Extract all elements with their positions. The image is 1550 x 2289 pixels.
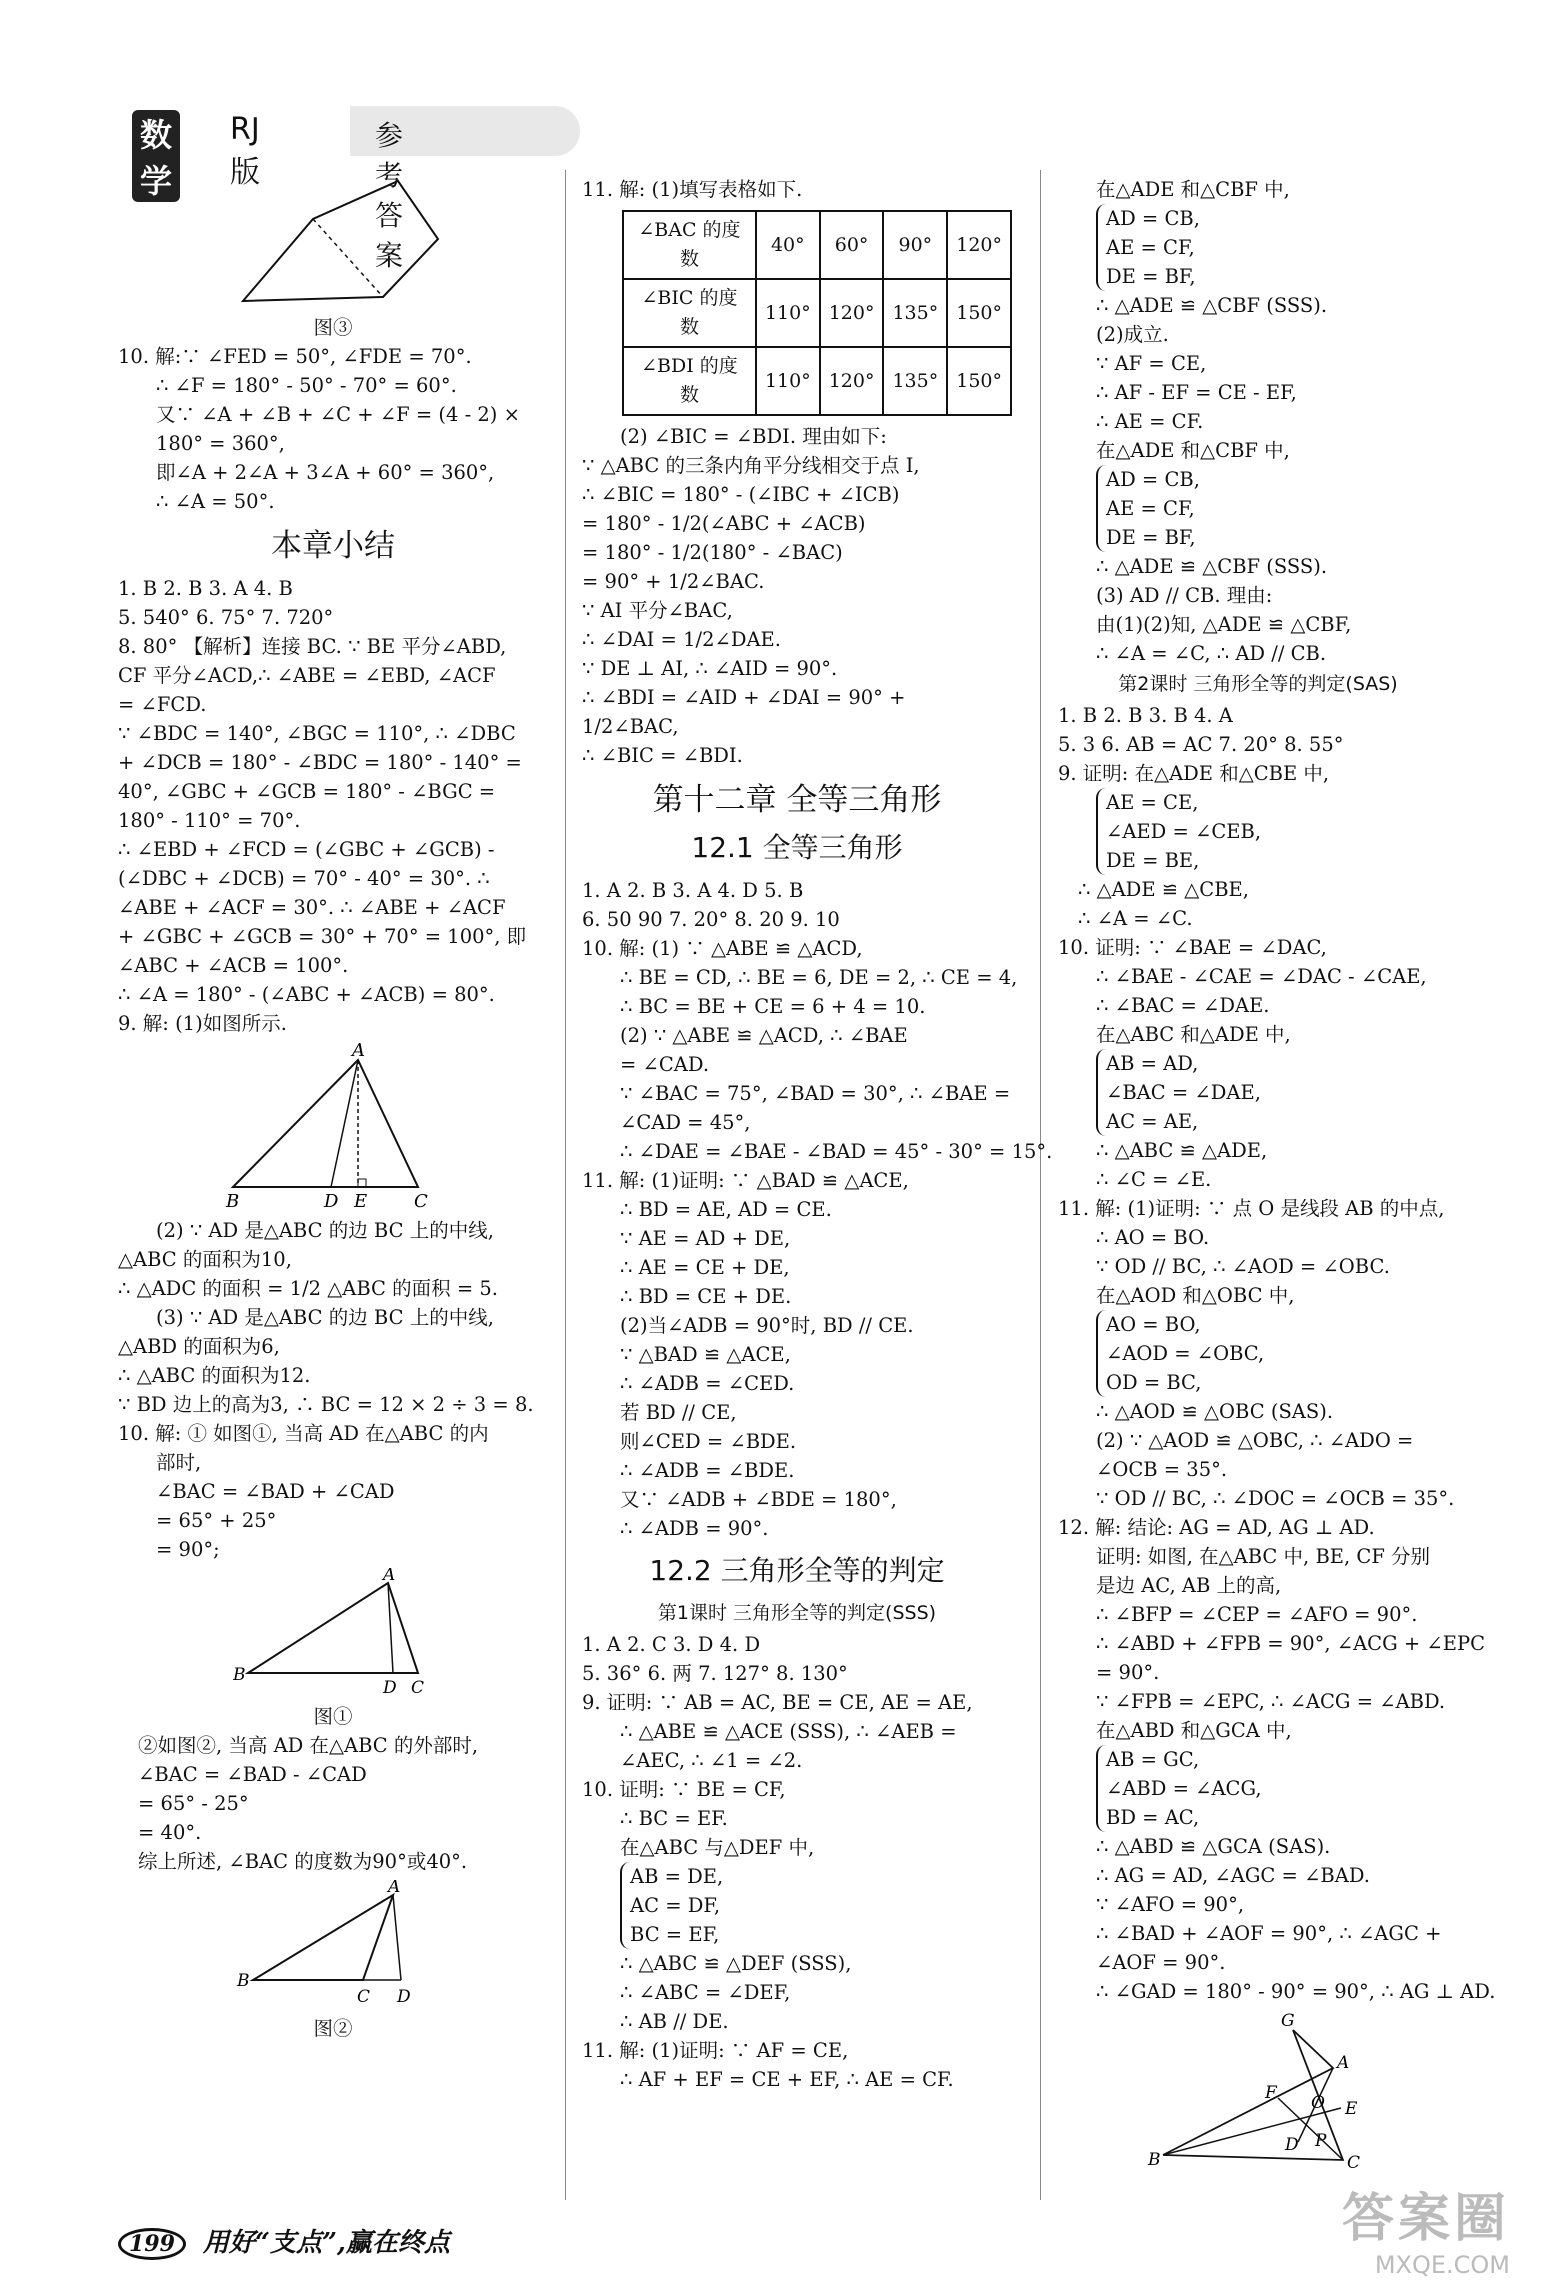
column-2 xyxy=(582,175,1053,2094)
text-line: 10. 解: ① 如图①, 当高 AD 在△ABC 的内 xyxy=(118,1422,489,1445)
chapter-title: 第十二章 全等三角形 xyxy=(652,782,942,818)
text-line: ∠ABE + ∠ACF = 30°. ∴ ∠ABE + ∠ACF xyxy=(118,896,506,919)
text-line: 10. 解: (1) ∵ △ABE ≌ △ACD, xyxy=(582,937,863,960)
edition-label: RJ版 xyxy=(230,112,260,190)
text-line: △ABC 的面积为10, xyxy=(118,1248,292,1271)
text-line: ∴ △ADE ≌ △CBF (SSS). xyxy=(1096,555,1328,578)
watermark-url: MXQE.COM xyxy=(1374,2251,1510,2279)
equation-system xyxy=(1096,788,1458,875)
figure-12 xyxy=(1143,2010,1373,2170)
text-line: ∴ ∠DAE = ∠BAE - ∠BAD = 45° - 30° = 15°. xyxy=(620,1140,1053,1163)
text-line: ∵ AI 平分∠BAC, xyxy=(582,599,733,622)
text-line: 证明: 如图, 在△ABC 中, BE, CF 分别 xyxy=(1096,1545,1431,1568)
text-line: 5. 540° 6. 75° 7. 720° xyxy=(118,606,334,629)
text-line: ∠AEC, ∴ ∠1 = ∠2. xyxy=(620,1749,803,1772)
lesson-title: 第1课时 三角形全等的判定(SSS) xyxy=(657,1602,937,1624)
equation-system xyxy=(1096,1745,1458,1832)
text-line: ∴ AE = CF. xyxy=(1096,410,1204,433)
text-line: 11. 解: (1)填写表格如下. xyxy=(582,178,803,201)
text-line: ∴ AB // DE. xyxy=(620,2010,729,2033)
text-line: (3) AD // CB. 理由: xyxy=(1096,584,1273,607)
text-line: ∵ ∠BAC = 75°, ∠BAD = 30°, ∴ ∠BAE = xyxy=(620,1082,1011,1105)
page-number: 199 xyxy=(118,2228,186,2260)
text-line: AC = AE, xyxy=(1106,1110,1199,1133)
text-line: 在△AOD 和△OBC 中, xyxy=(1096,1284,1295,1307)
text-line: AE = CE, xyxy=(1106,791,1199,814)
text-line: ∴ △ABD ≌ △GCA (SAS). xyxy=(1096,1835,1331,1858)
table-row xyxy=(623,279,1011,347)
text-line: 9. 证明: ∵ AB = AC, BE = CE, AE = AE, xyxy=(582,1691,973,1714)
text-line: ∴ ∠DAI = 1/2∠DAE. xyxy=(582,628,781,651)
text-line: 由(1)(2)知, △ADE ≌ △CBF, xyxy=(1096,613,1352,636)
vertex-label: C xyxy=(1347,2153,1361,2170)
text-line: ∴ BE = CD, ∴ BE = 6, DE = 2, ∴ CE = 4, xyxy=(620,966,1018,989)
text-line: 1. A 2. C 3. D 4. D xyxy=(582,1633,761,1656)
text-line: ∠BAC = ∠DAE, xyxy=(1106,1081,1261,1104)
text-line: ∵ DE ⊥ AI, ∴ ∠AID = 90°. xyxy=(582,657,838,680)
vertex-label: B xyxy=(226,1191,240,1212)
table-row xyxy=(623,347,1011,415)
svg-text:A: A xyxy=(388,1880,401,1897)
equation-system xyxy=(1096,204,1458,291)
equation-system xyxy=(1096,1049,1458,1136)
text-line: ∵ OD // BC, ∴ ∠AOD = ∠OBC. xyxy=(1096,1255,1390,1278)
svg-text:B: B xyxy=(233,1665,246,1685)
text-line: ∴ BC = BE + CE = 6 + 4 = 10. xyxy=(620,995,926,1018)
section-title: 本章小结 xyxy=(271,528,395,564)
text-line: 180° - 110° = 70°. xyxy=(118,809,301,832)
text-line: 部时, xyxy=(156,1451,202,1474)
text-line: ∴ ∠A = 50°. xyxy=(156,490,275,513)
vertex-label: D xyxy=(1285,2135,1299,2155)
text-line: ∠OCB = 35°. xyxy=(1096,1458,1228,1481)
section-title: 12.1 全等三角形 xyxy=(691,831,903,864)
text-line: ∴ AG = AD, ∠AGC = ∠BAD. xyxy=(1096,1864,1370,1887)
svg-text:A: A xyxy=(383,1568,396,1585)
text-line: ∴ ∠BAD + ∠AOF = 90°, ∴ ∠AGC + xyxy=(1096,1922,1442,1945)
table-cell: 120° xyxy=(947,211,1011,279)
text-line: 综上所述, ∠BAC 的度数为90°或40°. xyxy=(138,1850,468,1873)
vertex-label: A xyxy=(352,1042,365,1061)
text-line: = 90° + 1/2∠BAC. xyxy=(582,570,765,593)
text-line: 9. 解: (1)如图所示. xyxy=(118,1012,287,1035)
text-line: 180° = 360°, xyxy=(156,432,285,455)
text-line: = 65° - 25° xyxy=(138,1792,249,1815)
table-cell: 90° xyxy=(883,211,947,279)
text-line: = 90°; xyxy=(156,1538,220,1561)
vertex-label: O xyxy=(1311,2093,1325,2113)
text-line: 8. 80° 【解析】连接 BC. ∵ BE 平分∠ABD, xyxy=(118,635,507,658)
section-title: 12.2 三角形全等的判定 xyxy=(649,1554,945,1587)
figure-9 xyxy=(218,1042,448,1212)
text-line: ∴ ∠ABC = ∠DEF, xyxy=(620,1981,791,2004)
text-line: ∴ BD = CE + DE. xyxy=(620,1285,792,1308)
text-line: ∴ ∠ABD + ∠FPB = 90°, ∠ACG + ∠EPC xyxy=(1096,1632,1486,1655)
text-line: BC = EF, xyxy=(630,1923,720,1946)
table-cell: 150° xyxy=(947,347,1011,415)
text-line: 又∵ ∠A + ∠B + ∠C + ∠F = (4 - 2) × xyxy=(156,403,520,426)
text-line: DE = BF, xyxy=(1106,265,1196,288)
text-line: 在△ADE 和△CBF 中, xyxy=(1096,178,1290,201)
svg-text:B: B xyxy=(237,1971,250,1991)
text-line: 1. A 2. B 3. A 4. D 5. B xyxy=(582,879,804,902)
text-line: 40°, ∠GBC + ∠GCB = 180° - ∠BGC = xyxy=(118,780,496,803)
text-line: ∴ ∠BAC = ∠DAE. xyxy=(1096,994,1270,1017)
watermark xyxy=(1342,2176,1510,2279)
text-line: DE = BF, xyxy=(1106,526,1196,549)
text-line: 1/2∠BAC, xyxy=(582,715,679,738)
text-line: ∴ △ABE ≌ △ACE (SSS), ∴ ∠AEB = xyxy=(620,1720,957,1743)
text-line: ∴ BD = AE, AD = CE. xyxy=(620,1198,832,1221)
text-line: ∴ AO = BO. xyxy=(1096,1226,1210,1249)
svg-text:C: C xyxy=(357,1987,371,2007)
table-cell: ∠BIC 的度数 xyxy=(623,279,756,347)
text-line: (2)当∠ADB = 90°时, BD // CE. xyxy=(620,1314,914,1337)
text-line: ∵ AF = CE, xyxy=(1096,352,1207,375)
vertex-label: E xyxy=(1345,2099,1358,2119)
equation-system xyxy=(1096,1310,1458,1397)
text-line: ∴ ∠A = ∠C. xyxy=(1078,907,1193,930)
text-line: ∴ ∠ADB = 90°. xyxy=(620,1517,769,1540)
text-line: ∴ △ABC ≌ △ADE, xyxy=(1096,1139,1268,1162)
figure-2 xyxy=(233,1880,433,2010)
text-line: 则∠CED = ∠BDE. xyxy=(620,1430,797,1453)
text-line: ∴ ∠EBD + ∠FCD = (∠GBC + ∠GCB) - xyxy=(118,838,495,861)
text-line: (2) ∵ AD 是△ABC 的边 BC 上的中线, xyxy=(156,1219,494,1242)
table-cell: 120° xyxy=(820,279,884,347)
vertex-label: E xyxy=(354,1191,368,1212)
text-line: ∴ △ADE ≌ △CBE, xyxy=(1078,878,1249,901)
text-line: ∴ △ADE ≌ △CBF (SSS). xyxy=(1096,294,1328,317)
text-line: ∴ ∠A = 180° - (∠ABC + ∠ACB) = 80°. xyxy=(118,983,495,1006)
text-line: ∠AED = ∠CEB, xyxy=(1106,820,1262,843)
text-line: ∴ △AOD ≌ △OBC (SAS). xyxy=(1096,1400,1334,1423)
equation-system xyxy=(620,1862,1012,1949)
figure-3-caption: 图③ xyxy=(313,316,353,339)
svg-text:D: D xyxy=(383,1678,397,1698)
text-line: ∴ ∠GAD = 180° - 90° = 90°, ∴ AG ⊥ AD. xyxy=(1096,1980,1496,2003)
text-line: 又∵ ∠ADB + ∠BDE = 180°, xyxy=(620,1488,897,1511)
text-line: AC = DF, xyxy=(630,1894,721,1917)
table-row xyxy=(623,211,1011,279)
text-line: 9. 证明: 在△ADE 和△CBE 中, xyxy=(1058,762,1330,785)
text-line: 是边 AC, AB 上的高, xyxy=(1096,1574,1282,1597)
footer-slogan: 用好“支点”,赢在终点 xyxy=(203,2228,450,2258)
text-line: ∴ BC = EF. xyxy=(620,1807,728,1830)
equation-system xyxy=(1096,465,1458,552)
vertex-label: G xyxy=(1281,2011,1295,2031)
table-cell: ∠BDI 的度数 xyxy=(623,347,756,415)
text-line: 5. 36° 6. 两 7. 127° 8. 130° xyxy=(582,1662,848,1685)
text-line: 在△ADE 和△CBF 中, xyxy=(1096,439,1290,462)
table-cell: 110° xyxy=(756,347,820,415)
text-line: ∠BAC = ∠BAD - ∠CAD xyxy=(138,1763,367,1786)
table-cell: 135° xyxy=(883,347,947,415)
text-line: ②如图②, 当高 AD 在△ABC 的外部时, xyxy=(138,1734,479,1757)
text-line: 5. 3 6. AB = AC 7. 20° 8. 55° xyxy=(1058,733,1344,756)
text-line: ∴ ∠A = ∠C, ∴ AD // CB. xyxy=(1096,642,1327,665)
text-line: ∵ ∠FPB = ∠EPC, ∴ ∠ACG = ∠ABD. xyxy=(1096,1690,1446,1713)
table-cell: 135° xyxy=(883,279,947,347)
vertex-label: P xyxy=(1315,2131,1327,2151)
text-line: ∴ ∠BDI = ∠AID + ∠DAI = 90° + xyxy=(582,686,906,709)
table-cell: ∠BAC 的度数 xyxy=(623,211,756,279)
text-line: CF 平分∠ACD,∴ ∠ABE = ∠EBD, ∠ACF xyxy=(118,664,496,687)
text-line: ∵ ∠BDC = 140°, ∠BGC = 110°, ∴ ∠DBC xyxy=(118,722,516,745)
subject-label: 数学 xyxy=(132,110,180,202)
text-line: 在△ABC 与△DEF 中, xyxy=(620,1836,815,1859)
vertex-label: C xyxy=(414,1191,428,1212)
text-line: ∵ AE = AD + DE, xyxy=(620,1227,791,1250)
text-line: ∴ AF - EF = CE - EF, xyxy=(1096,381,1297,404)
text-line: 1. B 2. B 3. B 4. A xyxy=(1058,704,1233,727)
table-cell: 60° xyxy=(820,211,884,279)
text-line: = ∠CAD. xyxy=(620,1053,710,1076)
text-line: BD = AC, xyxy=(1106,1806,1200,1829)
text-line: (2) ∵ △ABE ≌ △ACD, ∴ ∠BAE xyxy=(620,1024,908,1047)
text-line: ∴ ∠BIC = ∠BDI. xyxy=(582,744,743,767)
column-divider-2 xyxy=(1040,170,1041,2200)
column-1 xyxy=(118,175,548,2043)
text-line: ∴ △ABC ≌ △DEF (SSS), xyxy=(620,1952,852,1975)
text-line: ∵ BD 边上的高为3, ∴ BC = 12 × 2 ÷ 3 = 8. xyxy=(118,1393,534,1416)
text-line: ∵ △ABC 的三条内角平分线相交于点 I, xyxy=(582,454,920,477)
text-line: 即∠A + 2∠A + 3∠A + 60° = 360°, xyxy=(156,461,495,484)
column-3 xyxy=(1058,175,1496,2174)
text-line: 若 BD // CE, xyxy=(620,1401,737,1424)
text-line: ∴ △ABC 的面积为12. xyxy=(118,1364,311,1387)
text-line: = 65° + 25° xyxy=(156,1509,277,1532)
vertex-label: D xyxy=(324,1191,339,1212)
text-line: + ∠DCB = 180° - ∠BDC = 180° - 140° = xyxy=(118,751,522,774)
text-line: ∴ ∠BFP = ∠CEP = ∠AFO = 90°. xyxy=(1096,1603,1418,1626)
text-line: ∴ ∠F = 180° - 50° - 70° = 60°. xyxy=(156,374,457,397)
text-line: △ABD 的面积为6, xyxy=(118,1335,280,1358)
text-line: OD = BC, xyxy=(1106,1371,1202,1394)
text-line: ∠ABD = ∠ACG, xyxy=(1106,1777,1262,1800)
text-line: ∴ AE = CE + DE, xyxy=(620,1256,790,1279)
text-line: AE = CF, xyxy=(1106,236,1195,259)
lesson-title: 第2课时 三角形全等的判定(SAS) xyxy=(1118,673,1398,695)
text-line: ∴ ∠ADB = ∠BDE. xyxy=(620,1459,795,1482)
figure-3 xyxy=(223,179,443,309)
text-line: DE = BE, xyxy=(1106,849,1200,872)
figure-2-caption: 图② xyxy=(313,2017,353,2040)
angle-table xyxy=(622,210,1012,416)
text-line: 1. B 2. B 3. A 4. B xyxy=(118,577,293,600)
text-line: = 90°. xyxy=(1096,1661,1160,1684)
text-line: (∠DBC + ∠DCB) = 70° - 40° = 30°. ∴ xyxy=(118,867,490,890)
watermark-text: 答案圈 xyxy=(1341,2189,1510,2249)
text-line: ∴ ∠C = ∠E. xyxy=(1096,1168,1212,1191)
text-line: AO = BO, xyxy=(1106,1313,1201,1336)
table-cell: 110° xyxy=(756,279,820,347)
text-line: (2)成立. xyxy=(1096,323,1169,346)
text-line: (2) ∵ △AOD ≌ △OBC, ∴ ∠ADO = xyxy=(1096,1429,1414,1452)
text-line: AB = DE, xyxy=(630,1865,724,1888)
text-line: 12. 解: 结论: AG = AD, AG ⊥ AD. xyxy=(1058,1516,1375,1539)
text-line: 10. 解:∵ ∠FED = 50°, ∠FDE = 70°. xyxy=(118,345,472,368)
text-line: AD = CB, xyxy=(1106,207,1200,230)
figure-1-caption: 图① xyxy=(313,1705,353,1728)
column-divider-1 xyxy=(565,170,566,2200)
text-line: = 180° - 1/2(180° - ∠BAC) xyxy=(582,541,843,564)
text-line: ∴ ∠BAE - ∠CAE = ∠DAC - ∠CAE, xyxy=(1096,965,1427,988)
vertex-label: A xyxy=(1337,2053,1350,2073)
text-line: 在△ABC 和△ADE 中, xyxy=(1096,1023,1291,1046)
text-line: ∠BAC = ∠BAD + ∠CAD xyxy=(156,1480,395,1503)
text-line: 11. 解: (1)证明: ∵ AF = CE, xyxy=(582,2039,849,2062)
header-title: 参考答案 xyxy=(375,119,404,272)
text-line: = ∠FCD. xyxy=(118,693,207,716)
text-line: ∠CAD = 45°, xyxy=(620,1111,751,1134)
text-line: (3) ∵ AD 是△ABC 的边 BC 上的中线, xyxy=(156,1306,494,1329)
text-line: 10. 证明: ∵ ∠BAE = ∠DAC, xyxy=(1058,936,1327,959)
text-line: ∠AOF = 90°. xyxy=(1096,1951,1226,1974)
text-line: + ∠GBC + ∠GCB = 30° + 70° = 100°, 即 xyxy=(118,925,527,948)
vertex-label: B xyxy=(1148,2150,1161,2170)
page-footer xyxy=(118,2222,450,2260)
text-line: 6. 50 90 7. 20° 8. 20 9. 10 xyxy=(582,908,840,931)
text-line: ∴ ∠BIC = 180° - (∠IBC + ∠ICB) xyxy=(582,483,900,506)
vertex-label: F xyxy=(1265,2083,1277,2103)
svg-text:D: D xyxy=(397,1987,411,2007)
text-line: ∵ OD // BC, ∴ ∠DOC = ∠OCB = 35°. xyxy=(1096,1487,1455,1510)
text-line: (2) ∠BIC = ∠BDI. 理由如下: xyxy=(620,425,887,448)
text-line: 11. 解: (1)证明: ∵ 点 O 是线段 AB 的中点, xyxy=(1058,1197,1445,1220)
table-cell: 150° xyxy=(947,279,1011,347)
svg-text:C: C xyxy=(411,1678,425,1698)
text-line: = 40°. xyxy=(138,1821,202,1844)
table-cell: 120° xyxy=(820,347,884,415)
text-line: ∠ABC + ∠ACB = 100°. xyxy=(118,954,349,977)
figure-1 xyxy=(233,1568,433,1698)
table-cell: 40° xyxy=(756,211,820,279)
text-line: ∠AOD = ∠OBC, xyxy=(1106,1342,1265,1365)
text-line: ∵ ∠AFO = 90°, xyxy=(1096,1893,1245,1916)
text-line: ∵ △BAD ≌ △ACE, xyxy=(620,1343,791,1366)
text-line: AB = AD, xyxy=(1106,1052,1199,1075)
text-line: = 180° - 1/2(∠ABC + ∠ACB) xyxy=(582,512,866,535)
text-line: ∴ ∠ADB = ∠CED. xyxy=(620,1372,795,1395)
text-line: ∴ AF + EF = CE + EF, ∴ AE = CF. xyxy=(620,2068,954,2091)
text-line: 11. 解: (1)证明: ∵ △BAD ≌ △ACE, xyxy=(582,1169,909,1192)
text-line: ∴ △ADC 的面积 = 1/2 △ABC 的面积 = 5. xyxy=(118,1277,498,1300)
text-line: AE = CF, xyxy=(1106,497,1195,520)
text-line: AD = CB, xyxy=(1106,468,1200,491)
text-line: 在△ABD 和△GCA 中, xyxy=(1096,1719,1292,1742)
text-line: 10. 证明: ∵ BE = CF, xyxy=(582,1778,786,1801)
text-line: AB = GC, xyxy=(1106,1748,1200,1771)
